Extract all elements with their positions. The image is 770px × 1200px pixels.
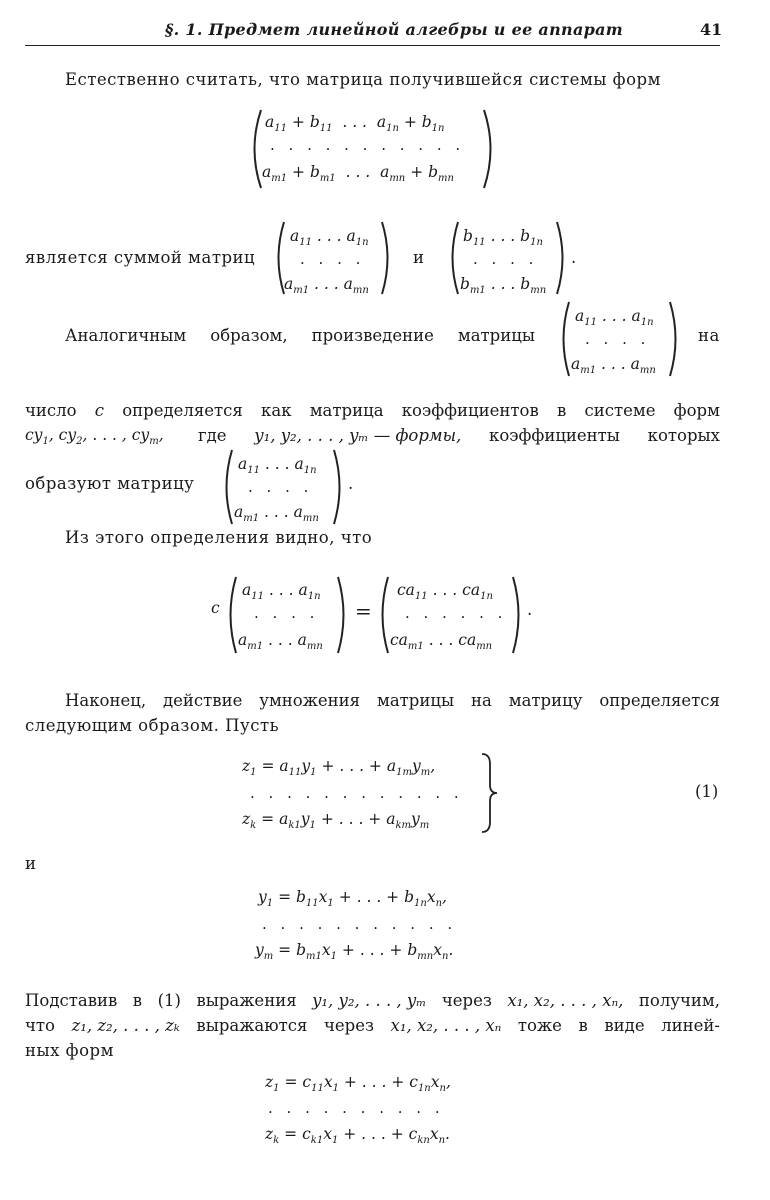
- running-header: [0, 0, 770, 48]
- scalar-c: c: [211, 599, 220, 617]
- matrix-b-dots: . . . .: [473, 250, 538, 268]
- right-paren: [378, 220, 396, 296]
- matrix-a2-dots: . . . .: [585, 330, 650, 348]
- matrix-a2-row-m: $a_{m1}$ . . . $a_{mn}$: [571, 355, 656, 377]
- finally-line-1: Наконец, действие умножения матрицы на матрицу определяется: [65, 691, 720, 710]
- z-eq-dots: . . . . . . . . . . . .: [250, 784, 464, 802]
- matrix-sum-row-m: $a_{m1} + b_{m1}$ . . . $a_{mn} + b_{mn}$: [262, 163, 454, 185]
- zx-eq-k: $z_k = c_{k1}x_1$ + . . . + $c_{kn}x_n$.: [265, 1125, 450, 1147]
- right-paren: [509, 575, 527, 655]
- matrix-a-row-1: $a_{11}$ . . . $a_{1n}$: [290, 227, 369, 249]
- lhs-row-m: $a_{m1}$ . . . $a_{mn}$: [238, 631, 323, 653]
- forms-coefficients-line: где y₁, y₂, . . . , yₘ — формы, коэффициенты которых: [198, 426, 720, 445]
- cy-forms: $cy_1$, $cy_2$, . . . , $cy_m$,: [25, 426, 164, 448]
- matrix-b-row-1: $b_{11}$ . . . $b_{1n}$: [463, 227, 543, 249]
- right-paren: [330, 448, 348, 526]
- right-brace: [478, 752, 500, 834]
- equals-sign: =: [355, 599, 372, 623]
- subst-line-1: Подставив в (1) выражения y₁, y₂, . . . , yₘ через x₁, x₂, . . . , xₙ, получим,: [25, 991, 720, 1010]
- z-eq-k: $z_k = a_{k1}y_1$ + . . . + $a_{km}y_m$: [242, 810, 430, 832]
- lhs-dots: . . . .: [254, 604, 319, 622]
- period: .: [571, 248, 577, 267]
- matrix-a3-row-m: $a_{m1}$ . . . $a_{mn}$: [234, 503, 319, 525]
- right-paren: [553, 220, 571, 296]
- matrix-sum-dots: . . . . . . . . . . .: [270, 136, 465, 154]
- rhs-row-m: $ca_{m1}$ . . . $ca_{mn}$: [390, 631, 493, 653]
- matrix-a3-dots: . . . .: [248, 478, 313, 496]
- obrazuyut-text: образуют матрицу: [25, 474, 195, 493]
- matrix-a3-row-1: $a_{11}$ . . . $a_{1n}$: [238, 455, 317, 477]
- sum-lead-text: является суммой матриц: [25, 248, 256, 267]
- y-eq-dots: . . . . . . . . . . .: [262, 915, 457, 933]
- paragraph-sum-intro: Естественно считать, что матрица получившейся системы форм: [65, 70, 661, 89]
- finally-line-2: следующим образом. Пусть: [25, 716, 280, 735]
- period: .: [348, 474, 354, 493]
- header-rule: [25, 45, 720, 46]
- subst-line-2: что z₁, z₂, . . . , zₖ выражаются через x₁, x₂, . . . , xₙ тоже в виде линей-: [25, 1016, 720, 1035]
- analog-line: Аналогичным образом, произведение матрицы: [65, 326, 535, 345]
- lhs-row-1: $a_{11}$ . . . $a_{1n}$: [242, 581, 321, 603]
- matrix-sum-row-1: $a_{11} + b_{11}$ . . . $a_{1n} + b_{1n}$: [265, 113, 445, 135]
- period: .: [527, 600, 533, 619]
- right-paren: [334, 575, 352, 655]
- page-number: 41: [700, 20, 723, 39]
- matrix-a-dots: . . . .: [300, 250, 365, 268]
- number-c-line: число c определяется как матрица коэффициентов в системе форм: [25, 401, 720, 420]
- z-eq-1: $z_1 = a_{11}y_1$ + . . . + $a_{1m}y_m$,: [242, 757, 436, 779]
- right-paren: [480, 108, 500, 190]
- and-text-2: и: [25, 854, 37, 873]
- from-definition-text: Из этого определения видно, что: [65, 528, 373, 547]
- right-paren: [666, 300, 684, 378]
- on-text: на: [698, 326, 720, 345]
- subst-line-3: ных форм: [25, 1041, 114, 1060]
- equation-number: (1): [695, 782, 719, 801]
- rhs-dots: . . . . . .: [405, 604, 507, 622]
- y-eq-1: $y_1 = b_{11}x_1$ + . . . + $b_{1n}x_n$,: [258, 888, 447, 910]
- rhs-row-1: $ca_{11}$ . . . $ca_{1n}$: [397, 581, 493, 603]
- matrix-a2-row-1: $a_{11}$ . . . $a_{1n}$: [575, 307, 654, 329]
- matrix-a-row-m: $a_{m1}$ . . . $a_{mn}$: [284, 275, 369, 297]
- y-eq-m: $y_m = b_{m1}x_1$ + . . . + $b_{mn}x_n$.: [255, 941, 454, 963]
- running-title: §. 1. Предмет линейной алгебры и ее аппарат: [165, 20, 624, 39]
- matrix-b-row-m: $b_{m1}$ . . . $b_{mn}$: [460, 275, 547, 297]
- and-text: и: [413, 248, 425, 267]
- zx-eq-dots: . . . . . . . . . .: [268, 1099, 445, 1117]
- zx-eq-1: $z_1 = c_{11}x_1$ + . . . + $c_{1n}x_n$,: [265, 1073, 451, 1095]
